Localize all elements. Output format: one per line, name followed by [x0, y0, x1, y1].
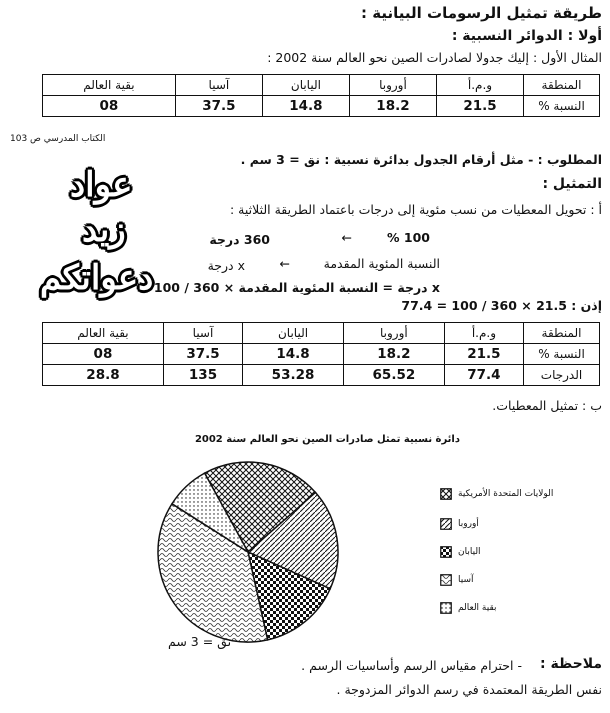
table-cell: 08: [43, 96, 176, 117]
legend-swatch: [440, 488, 452, 500]
note-label: ملاحظة :: [540, 656, 602, 672]
page-title: طريقة تمثيل الرسومات البيانية :: [361, 4, 602, 22]
table-cell: بقية العالم: [43, 75, 176, 96]
table-header-row: [43, 323, 600, 344]
table-degrees: [42, 322, 600, 386]
table-cell: و.م.أ: [444, 323, 523, 344]
note-line-2: نفس الطريقة المعتمدة في رسم الدوائر المزدوجة .: [336, 682, 602, 697]
note-line-1: - احترام مقياس الرسم وأساسيات الرسم .: [301, 658, 522, 673]
then-result: إذن : 21.5 × 360 / 100 = 77.4: [401, 298, 602, 313]
rule-360-degrees: 360 درجة: [209, 232, 270, 247]
legend-label: الولايات المتحدة الأمريكية: [458, 489, 554, 499]
legend-swatch: [440, 602, 452, 614]
stamp-line-1: عواد: [70, 165, 133, 205]
table-cell: 08: [43, 344, 164, 365]
table-row: [43, 365, 600, 386]
rule-arrow-2: ←: [279, 256, 290, 271]
table-cell: آسيا: [175, 75, 262, 96]
legend-swatch: [440, 546, 452, 558]
table-cell: 135: [163, 365, 242, 386]
table-cell: 14.8: [243, 344, 344, 365]
radius-note: نق = 3 سم: [168, 634, 232, 649]
rule-100-percent: 100 %: [387, 230, 430, 245]
legend-swatch: [440, 518, 452, 530]
required-text: المطلوب : - مثل أرقام الجدول بدائرة نسبية : نق = 3 سم .: [240, 152, 602, 167]
table-cell: 37.5: [163, 344, 242, 365]
table-cell: المنطقة: [524, 323, 600, 344]
table-cell: 77.4: [444, 365, 523, 386]
rule-given-percent: النسبة المئوية المقدمة: [323, 256, 440, 271]
table-cell: اليابان: [243, 323, 344, 344]
stamp-line-2: زيد: [82, 210, 126, 250]
table-cell: النسبة %: [524, 344, 600, 365]
example-intro: المثال الأول : إليك جدولا لصادرات الصين نحو العالم سنة 2002 :: [267, 50, 602, 65]
legend-label: آسيا: [458, 575, 474, 585]
rule-x-degree: x درجة: [207, 258, 245, 273]
table-cell: آسيا: [163, 323, 242, 344]
table-cell: و.م.أ: [436, 75, 523, 96]
representation-heading: التمثيل :: [542, 176, 602, 192]
table-cell: 21.5: [436, 96, 523, 117]
table-cell: 18.2: [343, 344, 444, 365]
book-reference: الكتاب المدرسي ص 103: [10, 134, 106, 144]
table-cell: 28.8: [43, 365, 164, 386]
legend-swatch: [440, 574, 452, 586]
table-cell: المنطقة: [524, 75, 600, 96]
legend-label: اليابان: [458, 547, 481, 557]
table-row: [43, 96, 600, 117]
table-cell: أوروبا: [349, 75, 436, 96]
table-cell: 53.28: [243, 365, 344, 386]
legend-item: [440, 602, 497, 614]
table-cell: اليابان: [262, 75, 349, 96]
table-header-row: [43, 75, 600, 96]
table-cell: 18.2: [349, 96, 436, 117]
legend-item: [440, 546, 481, 558]
legend-label: أوروبا: [458, 519, 479, 529]
step-a: أ : تحويل المعطيات من نسب مئوية إلى درجات باعتماد الطريقة الثلاثية :: [229, 202, 602, 217]
table-cell: أوروبا: [343, 323, 444, 344]
chart-title: دائرة نسبية تمثل صادرات الصين نحو العالم سنة 2002: [194, 434, 460, 445]
legend-item: [440, 574, 474, 586]
table-cell: الدرجات: [524, 365, 600, 386]
stamp-line-3: دعواتكم: [40, 258, 154, 298]
step-b: ب : تمثيل المعطيات.: [492, 398, 602, 413]
table-cell: 65.52: [343, 365, 444, 386]
table-cell: 37.5: [175, 96, 262, 117]
legend-item: [440, 518, 479, 530]
table-row: [43, 344, 600, 365]
pie-chart: [0, 452, 610, 652]
table-cell: النسبة %: [524, 96, 600, 117]
rule-arrow-1: ←: [341, 230, 352, 245]
section-heading: أولا : الدوائر النسبية :: [451, 28, 602, 44]
rule-formula: x درجة = النسبة المئوية المقدمة × 360 / 100: [153, 280, 440, 295]
table-cell: 21.5: [444, 344, 523, 365]
table-cell: بقية العالم: [43, 323, 164, 344]
legend-item: [440, 488, 553, 500]
table-percentages: [42, 74, 600, 117]
legend-label: بقية العالم: [458, 603, 497, 613]
table-cell: 14.8: [262, 96, 349, 117]
